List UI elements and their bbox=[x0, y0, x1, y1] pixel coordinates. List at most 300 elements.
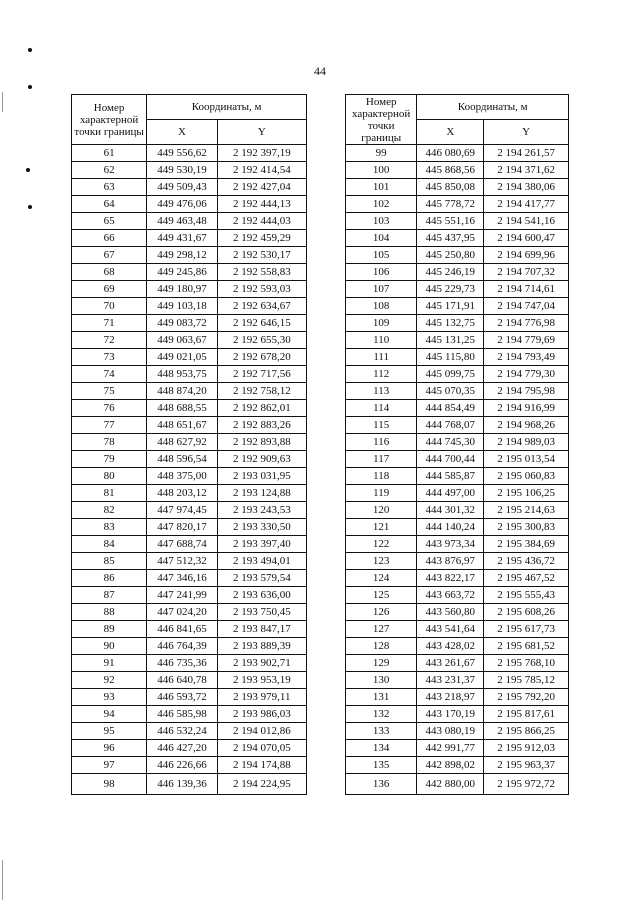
table-row bbox=[346, 774, 569, 795]
y-coordinate-cell: 2 194 380,06 bbox=[484, 179, 569, 196]
x-coordinate-cell: 445 551,16 bbox=[417, 213, 484, 230]
table-row bbox=[346, 366, 569, 383]
point-number-cell: 136 bbox=[346, 774, 417, 795]
table-row bbox=[346, 740, 569, 757]
table-row bbox=[72, 145, 307, 162]
x-coordinate-cell: 446 735,36 bbox=[147, 655, 218, 672]
table-row bbox=[72, 179, 307, 196]
y-coordinate-cell: 2 195 300,83 bbox=[484, 519, 569, 536]
coordinates-table-left bbox=[71, 94, 307, 795]
y-coordinate-cell: 2 193 986,03 bbox=[217, 706, 306, 723]
y-coordinate-cell: 2 192 444,13 bbox=[217, 196, 306, 213]
x-coordinate-cell: 449 103,18 bbox=[147, 298, 218, 315]
point-number-cell: 107 bbox=[346, 281, 417, 298]
x-coordinate-cell: 449 083,72 bbox=[147, 315, 218, 332]
point-number-cell: 111 bbox=[346, 349, 417, 366]
x-coordinate-cell: 443 261,67 bbox=[417, 655, 484, 672]
x-coordinate-cell: 444 497,00 bbox=[417, 485, 484, 502]
y-coordinate-cell: 2 193 579,54 bbox=[217, 570, 306, 587]
point-number-cell: 123 bbox=[346, 553, 417, 570]
x-coordinate-cell: 443 663,72 bbox=[417, 587, 484, 604]
point-number-cell: 94 bbox=[72, 706, 147, 723]
x-coordinate-cell: 442 898,02 bbox=[417, 757, 484, 774]
x-header: X bbox=[417, 120, 484, 145]
y-coordinate-cell: 2 192 414,54 bbox=[217, 162, 306, 179]
coordinates-header: Координаты, м bbox=[147, 95, 307, 120]
y-coordinate-cell: 2 195 768,10 bbox=[484, 655, 569, 672]
table-row bbox=[72, 774, 307, 795]
x-coordinate-cell: 444 768,07 bbox=[417, 417, 484, 434]
table-row bbox=[72, 723, 307, 740]
y-coordinate-cell: 2 192 655,30 bbox=[217, 332, 306, 349]
header-row bbox=[346, 95, 569, 120]
point-number-cell: 119 bbox=[346, 485, 417, 502]
point-number-cell: 131 bbox=[346, 689, 417, 706]
point-number-cell: 62 bbox=[72, 162, 147, 179]
point-number-cell: 93 bbox=[72, 689, 147, 706]
coordinates-table-right bbox=[345, 94, 569, 795]
point-number-cell: 116 bbox=[346, 434, 417, 451]
point-number-cell: 113 bbox=[346, 383, 417, 400]
table-row bbox=[346, 485, 569, 502]
y-coordinate-cell: 2 194 707,32 bbox=[484, 264, 569, 281]
y-coordinate-cell: 2 193 889,39 bbox=[217, 638, 306, 655]
x-coordinate-cell: 449 021,05 bbox=[147, 349, 218, 366]
table-row bbox=[346, 349, 569, 366]
point-number-cell: 81 bbox=[72, 485, 147, 502]
x-coordinate-cell: 446 585,98 bbox=[147, 706, 218, 723]
header-row bbox=[72, 95, 307, 120]
y-coordinate-cell: 2 194 174,88 bbox=[217, 757, 306, 774]
point-number-cell: 115 bbox=[346, 417, 417, 434]
x-coordinate-cell: 449 063,67 bbox=[147, 332, 218, 349]
table-row bbox=[72, 315, 307, 332]
table-row bbox=[346, 383, 569, 400]
y-coordinate-cell: 2 194 795,98 bbox=[484, 383, 569, 400]
point-number-cell: 126 bbox=[346, 604, 417, 621]
y-coordinate-cell: 2 193 953,19 bbox=[217, 672, 306, 689]
x-coordinate-cell: 449 298,12 bbox=[147, 247, 218, 264]
x-coordinate-cell: 443 218,97 bbox=[417, 689, 484, 706]
scan-edge bbox=[2, 92, 3, 112]
table-row bbox=[346, 621, 569, 638]
table-row bbox=[72, 281, 307, 298]
table-row bbox=[72, 213, 307, 230]
y-coordinate-cell: 2 192 678,20 bbox=[217, 349, 306, 366]
y-coordinate-cell: 2 194 371,62 bbox=[484, 162, 569, 179]
point-number-cell: 67 bbox=[72, 247, 147, 264]
y-coordinate-cell: 2 195 608,26 bbox=[484, 604, 569, 621]
y-coordinate-cell: 2 194 776,98 bbox=[484, 315, 569, 332]
table-row bbox=[72, 298, 307, 315]
point-number-header: Номер характерной точки границы bbox=[346, 95, 417, 145]
table-row bbox=[346, 281, 569, 298]
point-number-cell: 86 bbox=[72, 570, 147, 587]
x-coordinate-cell: 442 991,77 bbox=[417, 740, 484, 757]
table-row bbox=[346, 213, 569, 230]
point-number-cell: 120 bbox=[346, 502, 417, 519]
point-number-cell: 79 bbox=[72, 451, 147, 468]
x-coordinate-cell: 443 822,17 bbox=[417, 570, 484, 587]
x-header: X bbox=[147, 120, 218, 145]
table-row bbox=[72, 587, 307, 604]
table-row bbox=[72, 536, 307, 553]
table-row bbox=[346, 587, 569, 604]
y-coordinate-cell: 2 192 593,03 bbox=[217, 281, 306, 298]
point-number-cell: 92 bbox=[72, 672, 147, 689]
x-coordinate-cell: 444 854,49 bbox=[417, 400, 484, 417]
x-coordinate-cell: 445 131,25 bbox=[417, 332, 484, 349]
table-row bbox=[72, 366, 307, 383]
y-coordinate-cell: 2 193 847,17 bbox=[217, 621, 306, 638]
point-number-cell: 65 bbox=[72, 213, 147, 230]
table-row bbox=[72, 468, 307, 485]
y-coordinate-cell: 2 194 916,99 bbox=[484, 400, 569, 417]
y-coordinate-cell: 2 192 459,29 bbox=[217, 230, 306, 247]
table-row bbox=[72, 706, 307, 723]
point-number-cell: 76 bbox=[72, 400, 147, 417]
scan-dot bbox=[28, 85, 32, 89]
table-row bbox=[346, 536, 569, 553]
y-coordinate-cell: 2 192 893,88 bbox=[217, 434, 306, 451]
x-coordinate-cell: 443 428,02 bbox=[417, 638, 484, 655]
point-number-cell: 75 bbox=[72, 383, 147, 400]
x-coordinate-cell: 447 974,45 bbox=[147, 502, 218, 519]
point-number-cell: 73 bbox=[72, 349, 147, 366]
x-coordinate-cell: 448 627,92 bbox=[147, 434, 218, 451]
x-coordinate-cell: 448 375,00 bbox=[147, 468, 218, 485]
x-coordinate-cell: 445 246,19 bbox=[417, 264, 484, 281]
point-number-cell: 82 bbox=[72, 502, 147, 519]
point-number-cell: 125 bbox=[346, 587, 417, 604]
table-body-left bbox=[72, 145, 307, 795]
y-coordinate-cell: 2 195 555,43 bbox=[484, 587, 569, 604]
x-coordinate-cell: 445 850,08 bbox=[417, 179, 484, 196]
table-row bbox=[72, 689, 307, 706]
point-number-cell: 103 bbox=[346, 213, 417, 230]
x-coordinate-cell: 448 688,55 bbox=[147, 400, 218, 417]
table-row bbox=[346, 298, 569, 315]
point-number-cell: 99 bbox=[346, 145, 417, 162]
scan-dot bbox=[26, 168, 30, 172]
y-coordinate-cell: 2 193 636,00 bbox=[217, 587, 306, 604]
point-number-cell: 124 bbox=[346, 570, 417, 587]
scan-edge bbox=[2, 860, 3, 900]
table-row bbox=[346, 519, 569, 536]
x-coordinate-cell: 449 530,19 bbox=[147, 162, 218, 179]
y-coordinate-cell: 2 195 617,73 bbox=[484, 621, 569, 638]
y-coordinate-cell: 2 192 427,04 bbox=[217, 179, 306, 196]
table-row bbox=[72, 502, 307, 519]
y-coordinate-cell: 2 193 243,53 bbox=[217, 502, 306, 519]
table-row bbox=[346, 264, 569, 281]
point-number-cell: 88 bbox=[72, 604, 147, 621]
y-coordinate-cell: 2 192 758,12 bbox=[217, 383, 306, 400]
y-coordinate-cell: 2 192 883,26 bbox=[217, 417, 306, 434]
point-number-cell: 66 bbox=[72, 230, 147, 247]
table-row bbox=[346, 689, 569, 706]
table-row bbox=[346, 315, 569, 332]
point-number-cell: 101 bbox=[346, 179, 417, 196]
x-coordinate-cell: 446 764,39 bbox=[147, 638, 218, 655]
scan-dot bbox=[28, 205, 32, 209]
table-row bbox=[72, 451, 307, 468]
y-coordinate-cell: 2 195 817,61 bbox=[484, 706, 569, 723]
y-coordinate-cell: 2 192 558,83 bbox=[217, 264, 306, 281]
x-coordinate-cell: 442 880,00 bbox=[417, 774, 484, 795]
x-coordinate-cell: 445 229,73 bbox=[417, 281, 484, 298]
table-row bbox=[346, 196, 569, 213]
y-coordinate-cell: 2 195 785,12 bbox=[484, 672, 569, 689]
point-number-cell: 61 bbox=[72, 145, 147, 162]
x-coordinate-cell: 447 346,16 bbox=[147, 570, 218, 587]
x-coordinate-cell: 448 596,54 bbox=[147, 451, 218, 468]
y-coordinate-cell: 2 194 541,16 bbox=[484, 213, 569, 230]
y-coordinate-cell: 2 192 634,67 bbox=[217, 298, 306, 315]
table-row bbox=[346, 451, 569, 468]
table-row bbox=[72, 570, 307, 587]
y-coordinate-cell: 2 193 397,40 bbox=[217, 536, 306, 553]
table-row bbox=[72, 672, 307, 689]
y-coordinate-cell: 2 193 031,95 bbox=[217, 468, 306, 485]
x-coordinate-cell: 446 139,36 bbox=[147, 774, 218, 795]
y-coordinate-cell: 2 194 224,95 bbox=[217, 774, 306, 795]
table-row bbox=[346, 706, 569, 723]
x-coordinate-cell: 445 099,75 bbox=[417, 366, 484, 383]
y-coordinate-cell: 2 194 417,77 bbox=[484, 196, 569, 213]
point-number-cell: 87 bbox=[72, 587, 147, 604]
x-coordinate-cell: 445 250,80 bbox=[417, 247, 484, 264]
point-number-cell: 74 bbox=[72, 366, 147, 383]
x-coordinate-cell: 445 778,72 bbox=[417, 196, 484, 213]
x-coordinate-cell: 448 651,67 bbox=[147, 417, 218, 434]
table-row bbox=[72, 264, 307, 281]
table-row bbox=[72, 740, 307, 757]
point-number-cell: 114 bbox=[346, 400, 417, 417]
x-coordinate-cell: 444 585,87 bbox=[417, 468, 484, 485]
table-row bbox=[72, 247, 307, 264]
x-coordinate-cell: 449 431,67 bbox=[147, 230, 218, 247]
y-coordinate-cell: 2 195 912,03 bbox=[484, 740, 569, 757]
table-row bbox=[72, 196, 307, 213]
y-coordinate-cell: 2 194 012,86 bbox=[217, 723, 306, 740]
coordinates-header: Координаты, м bbox=[417, 95, 569, 120]
point-number-cell: 127 bbox=[346, 621, 417, 638]
point-number-cell: 105 bbox=[346, 247, 417, 264]
y-coordinate-cell: 2 194 714,61 bbox=[484, 281, 569, 298]
point-number-cell: 78 bbox=[72, 434, 147, 451]
point-number-cell: 121 bbox=[346, 519, 417, 536]
y-coordinate-cell: 2 195 866,25 bbox=[484, 723, 569, 740]
point-number-cell: 128 bbox=[346, 638, 417, 655]
x-coordinate-cell: 448 203,12 bbox=[147, 485, 218, 502]
table-row bbox=[72, 162, 307, 179]
table-row bbox=[72, 400, 307, 417]
y-coordinate-cell: 2 193 750,45 bbox=[217, 604, 306, 621]
table-row bbox=[72, 349, 307, 366]
table-row bbox=[346, 672, 569, 689]
y-coordinate-cell: 2 192 397,19 bbox=[217, 145, 306, 162]
point-number-cell: 96 bbox=[72, 740, 147, 757]
table-row bbox=[346, 757, 569, 774]
y-coordinate-cell: 2 195 467,52 bbox=[484, 570, 569, 587]
y-coordinate-cell: 2 192 646,15 bbox=[217, 315, 306, 332]
x-coordinate-cell: 443 973,34 bbox=[417, 536, 484, 553]
table-row bbox=[72, 757, 307, 774]
x-coordinate-cell: 443 080,19 bbox=[417, 723, 484, 740]
point-number-cell: 63 bbox=[72, 179, 147, 196]
y-coordinate-cell: 2 194 600,47 bbox=[484, 230, 569, 247]
y-coordinate-cell: 2 195 792,20 bbox=[484, 689, 569, 706]
table-row bbox=[346, 230, 569, 247]
x-coordinate-cell: 446 427,20 bbox=[147, 740, 218, 757]
y-coordinate-cell: 2 195 963,37 bbox=[484, 757, 569, 774]
point-number-cell: 110 bbox=[346, 332, 417, 349]
point-number-cell: 106 bbox=[346, 264, 417, 281]
table-row bbox=[346, 723, 569, 740]
table-row bbox=[346, 179, 569, 196]
y-coordinate-cell: 2 195 436,72 bbox=[484, 553, 569, 570]
y-coordinate-cell: 2 195 060,83 bbox=[484, 468, 569, 485]
point-number-cell: 68 bbox=[72, 264, 147, 281]
y-coordinate-cell: 2 194 779,30 bbox=[484, 366, 569, 383]
y-header: Y bbox=[484, 120, 569, 145]
x-coordinate-cell: 444 700,44 bbox=[417, 451, 484, 468]
y-coordinate-cell: 2 194 070,05 bbox=[217, 740, 306, 757]
table-row bbox=[346, 145, 569, 162]
point-number-cell: 91 bbox=[72, 655, 147, 672]
x-coordinate-cell: 444 140,24 bbox=[417, 519, 484, 536]
table-row bbox=[72, 230, 307, 247]
x-coordinate-cell: 447 512,32 bbox=[147, 553, 218, 570]
point-number-cell: 100 bbox=[346, 162, 417, 179]
x-coordinate-cell: 449 476,06 bbox=[147, 196, 218, 213]
x-coordinate-cell: 449 245,86 bbox=[147, 264, 218, 281]
point-number-cell: 118 bbox=[346, 468, 417, 485]
point-number-cell: 134 bbox=[346, 740, 417, 757]
x-coordinate-cell: 446 841,65 bbox=[147, 621, 218, 638]
x-coordinate-cell: 443 541,64 bbox=[417, 621, 484, 638]
x-coordinate-cell: 446 532,24 bbox=[147, 723, 218, 740]
point-number-cell: 95 bbox=[72, 723, 147, 740]
x-coordinate-cell: 447 820,17 bbox=[147, 519, 218, 536]
x-coordinate-cell: 449 509,43 bbox=[147, 179, 218, 196]
table-row bbox=[346, 502, 569, 519]
point-number-cell: 122 bbox=[346, 536, 417, 553]
x-coordinate-cell: 443 876,97 bbox=[417, 553, 484, 570]
point-number-header: Номер характерной точки границы bbox=[72, 95, 147, 145]
x-coordinate-cell: 445 070,35 bbox=[417, 383, 484, 400]
y-coordinate-cell: 2 192 909,63 bbox=[217, 451, 306, 468]
x-coordinate-cell: 448 953,75 bbox=[147, 366, 218, 383]
table-row bbox=[72, 417, 307, 434]
x-coordinate-cell: 443 560,80 bbox=[417, 604, 484, 621]
point-number-cell: 64 bbox=[72, 196, 147, 213]
x-coordinate-cell: 444 301,32 bbox=[417, 502, 484, 519]
x-coordinate-cell: 447 241,99 bbox=[147, 587, 218, 604]
x-coordinate-cell: 447 688,74 bbox=[147, 536, 218, 553]
x-coordinate-cell: 445 437,95 bbox=[417, 230, 484, 247]
table-row bbox=[346, 417, 569, 434]
y-coordinate-cell: 2 195 013,54 bbox=[484, 451, 569, 468]
point-number-cell: 135 bbox=[346, 757, 417, 774]
y-header: Y bbox=[217, 120, 306, 145]
x-coordinate-cell: 443 231,37 bbox=[417, 672, 484, 689]
point-number-cell: 132 bbox=[346, 706, 417, 723]
table-row bbox=[72, 621, 307, 638]
scan-dot bbox=[28, 48, 32, 52]
table-row bbox=[72, 553, 307, 570]
point-number-cell: 80 bbox=[72, 468, 147, 485]
point-number-cell: 89 bbox=[72, 621, 147, 638]
y-coordinate-cell: 2 193 902,71 bbox=[217, 655, 306, 672]
x-coordinate-cell: 446 640,78 bbox=[147, 672, 218, 689]
x-coordinate-cell: 446 080,69 bbox=[417, 145, 484, 162]
point-number-cell: 129 bbox=[346, 655, 417, 672]
y-coordinate-cell: 2 194 779,69 bbox=[484, 332, 569, 349]
point-number-cell: 117 bbox=[346, 451, 417, 468]
y-coordinate-cell: 2 194 747,04 bbox=[484, 298, 569, 315]
table-row bbox=[346, 400, 569, 417]
y-coordinate-cell: 2 193 979,11 bbox=[217, 689, 306, 706]
table-row bbox=[346, 162, 569, 179]
x-coordinate-cell: 447 024,20 bbox=[147, 604, 218, 621]
point-number-cell: 108 bbox=[346, 298, 417, 315]
table-row bbox=[72, 383, 307, 400]
y-coordinate-cell: 2 194 699,96 bbox=[484, 247, 569, 264]
y-coordinate-cell: 2 192 717,56 bbox=[217, 366, 306, 383]
x-coordinate-cell: 448 874,20 bbox=[147, 383, 218, 400]
point-number-cell: 109 bbox=[346, 315, 417, 332]
point-number-cell: 102 bbox=[346, 196, 417, 213]
x-coordinate-cell: 449 463,48 bbox=[147, 213, 218, 230]
point-number-cell: 97 bbox=[72, 757, 147, 774]
table-row bbox=[346, 434, 569, 451]
table-row bbox=[346, 332, 569, 349]
point-number-cell: 83 bbox=[72, 519, 147, 536]
x-coordinate-cell: 443 170,19 bbox=[417, 706, 484, 723]
table-row bbox=[72, 519, 307, 536]
x-coordinate-cell: 445 171,91 bbox=[417, 298, 484, 315]
x-coordinate-cell: 449 556,62 bbox=[147, 145, 218, 162]
y-coordinate-cell: 2 195 106,25 bbox=[484, 485, 569, 502]
table-row bbox=[72, 332, 307, 349]
y-coordinate-cell: 2 193 494,01 bbox=[217, 553, 306, 570]
point-number-cell: 133 bbox=[346, 723, 417, 740]
point-number-cell: 69 bbox=[72, 281, 147, 298]
y-coordinate-cell: 2 195 214,63 bbox=[484, 502, 569, 519]
x-coordinate-cell: 449 180,97 bbox=[147, 281, 218, 298]
table-row bbox=[346, 638, 569, 655]
point-number-cell: 72 bbox=[72, 332, 147, 349]
y-coordinate-cell: 2 194 793,49 bbox=[484, 349, 569, 366]
x-coordinate-cell: 446 593,72 bbox=[147, 689, 218, 706]
page-number: 44 bbox=[314, 64, 326, 78]
x-coordinate-cell: 445 132,75 bbox=[417, 315, 484, 332]
table-row bbox=[72, 638, 307, 655]
point-number-cell: 85 bbox=[72, 553, 147, 570]
table-row bbox=[72, 604, 307, 621]
point-number-cell: 84 bbox=[72, 536, 147, 553]
x-coordinate-cell: 445 115,80 bbox=[417, 349, 484, 366]
point-number-cell: 112 bbox=[346, 366, 417, 383]
point-number-cell: 104 bbox=[346, 230, 417, 247]
table-body-right bbox=[346, 145, 569, 795]
x-coordinate-cell: 445 868,56 bbox=[417, 162, 484, 179]
point-number-cell: 98 bbox=[72, 774, 147, 795]
y-coordinate-cell: 2 192 530,17 bbox=[217, 247, 306, 264]
y-coordinate-cell: 2 195 972,72 bbox=[484, 774, 569, 795]
